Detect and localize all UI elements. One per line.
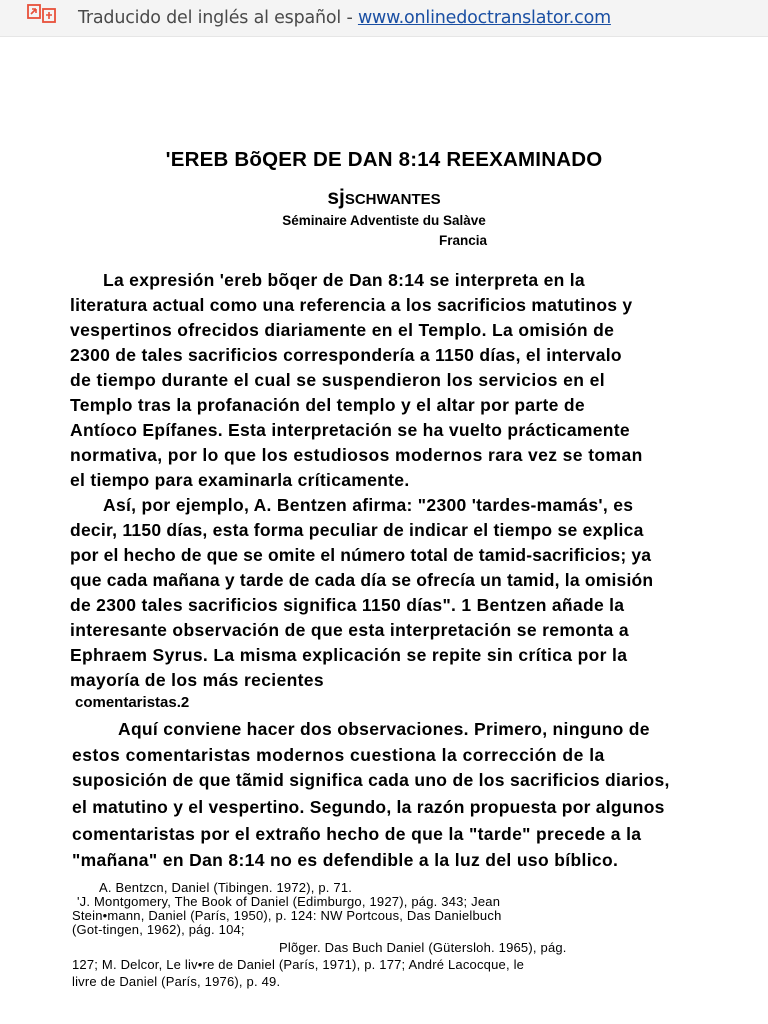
body-line: mayoría de los más recientes: [70, 670, 324, 690]
body-line: Ephraem Syrus. La misma explicación se repite sin crítica por la: [70, 645, 628, 665]
body-line: vespertinos ofrecidos diariamente en el Templo. La omisión de: [70, 320, 615, 340]
body-line: normativa, por lo que los estudiosos modernos rara vez se toman: [70, 445, 643, 465]
body-line: por el hecho de que se omite el número total de tamid-sacrificios; ya: [70, 545, 652, 565]
author-surname: SCHWANTES: [344, 191, 441, 208]
body-line: Así, por ejemplo, A. Bentzen afirma: "2300 'tardes-mamás', es: [103, 495, 634, 515]
body-line: comentaristas por el extraño hecho de que la "tarde" precede a la: [72, 824, 642, 844]
body-line: Aquí conviene hacer dos observaciones. Primero, ninguno de: [118, 719, 650, 739]
footnote: Stein•mann, Daniel (París, 1950), p. 124: NW Portcous, Das Danielbuch: [72, 908, 502, 923]
body-line: decir, 1150 días, esta forma peculiar de indicar el tiempo se explica: [70, 520, 644, 540]
body-line: suposición de que tãmid significa cada uno de los sacrificios diarios,: [72, 770, 670, 790]
body-line: interesante observación de que esta interpretación se remonta a: [70, 620, 629, 640]
footnote: (Got-tingen, 1962), pág. 104;: [72, 922, 245, 937]
article-title: 'EREB BõQER DE DAN 8:14 REEXAMINADO: [165, 148, 603, 171]
footnote: 'J. Montgomery, The Book of Daniel (Edimburgo, 1927), pág. 343; Jean: [77, 894, 501, 909]
body-line: de 2300 tales sacrificios significa 1150 días". 1 Bentzen añade la: [70, 595, 625, 615]
body-line: La expresión 'ereb bõqer de Dan 8:14 se interpreta en la: [103, 270, 585, 290]
body-line: estos comentaristas modernos cuestiona la corrección de la: [72, 745, 605, 765]
body-line: 2300 de tales sacrificios correspondería a 1150 días, el intervalo: [70, 345, 622, 365]
body-line: "mañana" en Dan 8:14 no es defendible a la luz del uso bíblico.: [72, 850, 619, 870]
body-line: de tiempo durante el cual se suspendieron los servicios en el: [70, 370, 605, 390]
body-line: Templo tras la profanación del templo y el altar por parte de: [70, 395, 585, 415]
footnote: Plõger. Das Buch Daniel (Gütersloh. 1965), pág.: [279, 940, 567, 955]
translation-banner: [0, 0, 768, 37]
institution: Séminaire Adventiste du Salàve: [282, 213, 486, 228]
body-line: el matutino y el vespertino. Segundo, la razón propuesta por algunos: [72, 797, 665, 817]
author-initials: sj: [327, 186, 345, 209]
footnote: A. Bentzcn, Daniel (Tibingen. 1972), p. 71.: [99, 880, 353, 895]
body-line: el tiempo para examinarla críticamente.: [70, 470, 410, 490]
translate-document-icon: [27, 4, 57, 24]
body-line: que cada mañana y tarde de cada día se ofrecía un tamid, la omisión: [70, 570, 654, 590]
body-line: comentaristas.2: [75, 694, 190, 711]
banner-link[interactable]: www.onlinedoctranslator.com: [357, 8, 611, 28]
body-line: Antíoco Epífanes. Esta interpretación se ha vuelto prácticamente: [70, 420, 630, 440]
body-line: literatura actual como una referencia a los sacrificios matutinos y: [70, 295, 633, 315]
footnote: 127; M. Delcor, Le liv•re de Daniel (París, 1971), p. 177; André Lacocque, le: [72, 957, 525, 972]
country: Francia: [439, 233, 488, 248]
banner-text: Traducido del inglés al español - www.onlinedoctranslator.com: [78, 8, 611, 28]
author: [0, 186, 768, 210]
footnote: livre de Daniel (París, 1976), p. 49.: [72, 974, 281, 989]
